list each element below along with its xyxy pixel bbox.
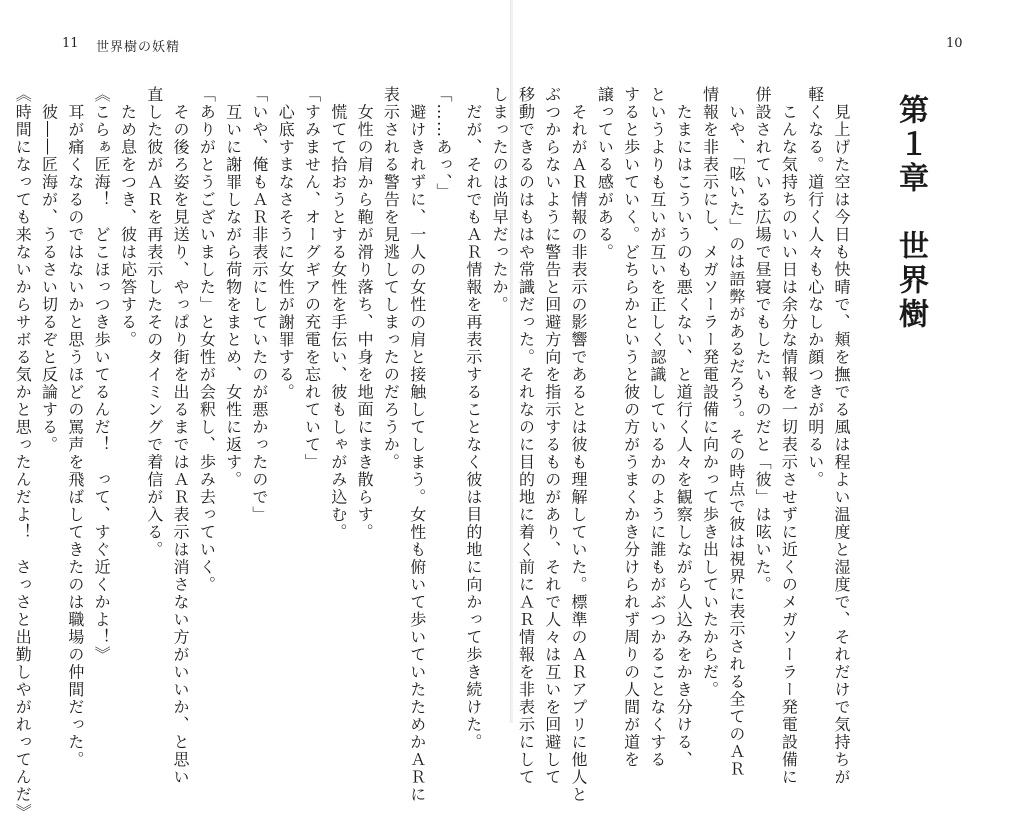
running-title: 世界樹の妖精 bbox=[96, 40, 181, 55]
text-line: 軽くなる。道行く人々も心なしか顔つきが明るい。 bbox=[805, 86, 825, 489]
text-line: 女性の肩から鞄が滑り落ち、中身を地面にまき散らす。 bbox=[355, 86, 375, 541]
text-line: 互いに謝罪しながら荷物をまとめ、女性に返す。 bbox=[223, 86, 243, 489]
chapter-title: 第１章 世界樹 bbox=[893, 94, 928, 332]
text-line: ぶつからないように警告と回避方向を指示するものがあり、それで人々は互いを回避して bbox=[542, 86, 562, 786]
text-line: しまったのは尚早だったか。 bbox=[490, 86, 510, 314]
text-line: 避けきれずに、一人の女性の肩と接触してしまう。女性も俯いて歩いていたためかＡＲに bbox=[407, 86, 427, 804]
left-page-body bbox=[13, 86, 456, 821]
right-page-number: 10 bbox=[946, 36, 963, 51]
text-line: 見上げた空は今日も快晴で、頬を撫でる風は程よい温度と湿度で、それだけで気持ちが bbox=[832, 86, 851, 786]
text-line: いや、「呟いた」のは語弊があるだろう。その時点で彼は視界に表示される全てのＡＲ bbox=[726, 86, 746, 778]
text-line: すると歩いていく。どちらかというと彼の方がうまくかき分けられず周りの人間が道を bbox=[621, 86, 641, 769]
text-line: 「ありがとうございました」と女性が会釈し、歩み去っていく。 bbox=[197, 86, 217, 594]
text-line: 慌てて拾おうとする女性を手伝い、彼もしゃがみ込む。 bbox=[328, 86, 348, 541]
text-line: 《時間になっても来ないからサボる気かと思ったんだよ！ さっさと出勤しやがれってんだ》 bbox=[13, 86, 33, 821]
text-line: その後ろ姿を見送り、やっぱり街を出るまではＡＲ表示は消さない方がいいか、と思い bbox=[171, 86, 191, 786]
text-line: 「……あっ、」 bbox=[434, 86, 453, 201]
text-line: だが、それでもＡＲ情報を再表示することなく彼は目的地に向かって歩き続けた。 bbox=[463, 86, 483, 751]
text-line: 「すみません、オーグギアの充電を忘れていて」 bbox=[302, 86, 322, 471]
text-line: 《こらぁ匠海！ どこほっつき歩いてるんだ！ って、すぐ近くかよ！》 bbox=[92, 86, 112, 664]
text-line: こんな気持ちのいい日は余分な情報を一切表示させずに近くのメガソーラー発電設備に bbox=[779, 86, 799, 786]
text-line: 表示される警告を見逃してしまったのだろうか。 bbox=[381, 86, 401, 471]
text-line: 彼――匠海が、うるさい切るぞと反論する。 bbox=[39, 86, 59, 454]
right-page bbox=[463, 0, 1024, 804]
text-line: 情報を非表示にし、メガソーラー発電設備に向かって歩き出していたからだ。 bbox=[700, 86, 720, 699]
text-line: それがＡＲ情報の非表示の影響であるとは彼も理解していた。標準のＡＲアプリに他人と bbox=[569, 86, 589, 804]
text-line: 「いや、俺もＡＲ非表示にしていたのが悪かったので」 bbox=[249, 86, 269, 524]
text-line: 心底すまなさそうに女性が謝罪する。 bbox=[276, 86, 296, 401]
text-line: 移動できるのはもはや常識だった。それなのに目的地に着く前にＡＲ情報を非表示にして bbox=[516, 86, 536, 786]
left-page-number: 11 bbox=[62, 36, 79, 51]
text-line: ため息をつき、彼は応答する。 bbox=[118, 86, 138, 349]
text-line: というよりも互いが互いを正しく認識しているかのように誰もがぶつかることなくする bbox=[647, 86, 667, 769]
left-page bbox=[0, 0, 511, 821]
text-line: 併設されている広場で昼寝でもしたいものだと「彼」は呟いた。 bbox=[753, 86, 773, 594]
text-line: 譲っている感がある。 bbox=[595, 86, 615, 261]
text-line: たまにはこういうのも悪くない、と道行く人々を観察しながら人込みをかき分ける、 bbox=[674, 86, 694, 769]
text-line: 耳が痛くなるのではないかと思うほどの罵声を飛ばしてきたのは職場の仲間だった。 bbox=[65, 86, 85, 769]
right-page-body bbox=[463, 86, 966, 804]
text-line: 直した彼がＡＲを再表示したそのタイミングで着信が入る。 bbox=[144, 86, 164, 559]
